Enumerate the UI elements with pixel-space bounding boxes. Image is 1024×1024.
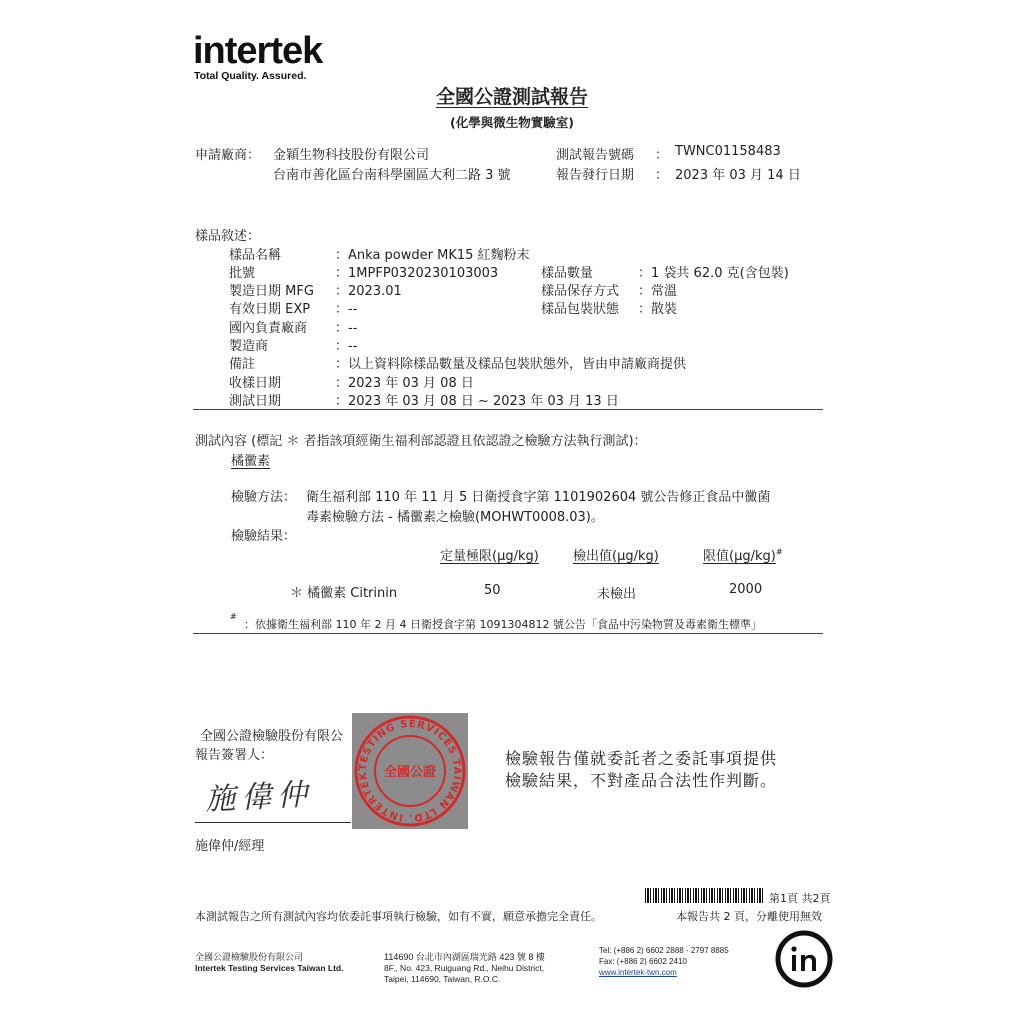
sample-field-value bbox=[335, 335, 357, 354]
result-label: 檢驗結果： bbox=[231, 529, 297, 544]
report-subtitle: (化學與微生物實驗室) bbox=[450, 115, 574, 130]
sample-field-colon: ： bbox=[335, 266, 349, 281]
result-row-name: ＊ 橘黴素 Citrinin bbox=[290, 586, 398, 601]
sample-field-value-text: 2023.01 bbox=[348, 284, 402, 299]
sample-right-value bbox=[638, 262, 789, 281]
sample-right-value-text: 1 袋共 62.0 克(含包裝) bbox=[651, 266, 789, 281]
sample-field-label: 收樣日期 bbox=[229, 376, 282, 391]
sample-field-label: 製造日期 MFG bbox=[229, 284, 314, 299]
sample-field-value-text: -- bbox=[348, 339, 358, 354]
sample-right-label: 樣品數量 bbox=[541, 266, 594, 281]
col-header-detected: 檢出值(μg/kg) bbox=[573, 549, 659, 564]
applicant-address: 台南市善化區台南科學園區大利二路 3 號 bbox=[273, 168, 511, 183]
footer-tel: Tel: (+886 2) 6602 2888 · 2797 8885 bbox=[599, 946, 729, 955]
sample-field-label: 測試日期 bbox=[229, 394, 282, 409]
applicant-name: 金穎生物科技股份有限公司 bbox=[273, 148, 430, 163]
disclaimer-line-1: 檢驗報告僅就委託者之委託事項提供 bbox=[505, 749, 778, 768]
sample-right-colon: ： bbox=[638, 302, 652, 317]
sample-field-label: 批號 bbox=[229, 266, 256, 281]
sample-field-value-text: 1MPFP0320230103003 bbox=[348, 266, 499, 281]
sample-field-label: 樣品名稱 bbox=[229, 248, 282, 263]
sample-field-value bbox=[335, 298, 357, 317]
result-row-limit: 2000 bbox=[729, 582, 763, 597]
sample-field-value-text: 以上資料除樣品數量及樣品包裝狀態外，皆由申請廠商提供 bbox=[348, 357, 687, 372]
issue-date-label: 報告發行日期 bbox=[556, 168, 635, 183]
sample-right-label: 樣品保存方式 bbox=[541, 284, 620, 299]
section-divider bbox=[193, 409, 823, 410]
logo-tagline: Total Quality. Assured. bbox=[194, 70, 307, 82]
footnote-divider bbox=[193, 633, 823, 634]
sample-field-value bbox=[335, 244, 530, 263]
sample-section-label: 樣品敘述： bbox=[195, 229, 261, 244]
sample-field-value-text: -- bbox=[348, 321, 358, 336]
company-stamp bbox=[352, 713, 468, 829]
footer-company-en: Intertek Testing Services Taiwan Ltd. bbox=[195, 963, 344, 973]
sample-field-value-text: 2023 年 03 月 08 日 ~ 2023 年 03 月 13 日 bbox=[348, 394, 619, 409]
intertek-circle-logo-icon bbox=[774, 929, 834, 989]
col-header-loq: 定量極限(μg/kg) bbox=[440, 549, 539, 564]
barcode bbox=[645, 888, 763, 903]
footer-company-zh: 全國公證檢驗股份有限公司 bbox=[195, 952, 304, 962]
footer-website-link[interactable]: www.intertek-twn.com bbox=[599, 968, 677, 977]
sample-field-value bbox=[335, 372, 474, 391]
sample-field-colon: ： bbox=[335, 339, 349, 354]
sample-field-value bbox=[335, 262, 498, 281]
issue-date-value: 2023 年 03 月 14 日 bbox=[675, 168, 801, 183]
result-row-loq: 50 bbox=[484, 583, 501, 598]
report-title-text: 全國公證測試報告 bbox=[435, 86, 588, 108]
sample-field-value-text: -- bbox=[348, 302, 358, 317]
sample-field-value bbox=[335, 353, 686, 372]
footer-fax: Fax: (+886 2) 6602 2410 bbox=[599, 957, 687, 966]
signer-label: 報告簽署人： bbox=[195, 748, 274, 763]
test-item: 橘黴素 bbox=[231, 454, 271, 469]
sample-field-label: 製造商 bbox=[229, 339, 269, 354]
stamp-center-text: 全國公證 bbox=[383, 765, 437, 780]
sample-right-colon: ： bbox=[638, 284, 652, 299]
report-title bbox=[0, 82, 1024, 109]
test-content-label: 測試內容 (標記 ＊ 者指該項經衛生福利部認證且依認證之檢驗方法執行測試)： bbox=[195, 434, 647, 449]
sample-field-colon: ： bbox=[335, 302, 349, 317]
footnote-text: ：依據衛生福利部 110 年 2 月 4 日衛授食字第 1091304812 號公告「食品中污染物質及毒素衛生標準」 bbox=[244, 618, 762, 631]
applicant-label: 申請廠商： bbox=[195, 148, 261, 163]
col-header-limit bbox=[703, 545, 783, 564]
footer-address-zh: 114690 台北市內湖區瑞光路 423 號 8 樓 bbox=[384, 952, 545, 962]
signature-line bbox=[195, 822, 351, 823]
sample-field-value-text: 2023 年 03 月 08 日 bbox=[348, 376, 474, 391]
method-line-2: 毒素檢驗方法 - 橘黴素之檢驗(MOHWT0008.03)。 bbox=[306, 510, 604, 525]
sample-field-value bbox=[335, 317, 357, 336]
disclaimer-line-2: 檢驗結果，不對產品合法性作判斷。 bbox=[505, 771, 778, 790]
sample-field-colon: ： bbox=[335, 321, 349, 336]
handwritten-signature: 施偉仲 bbox=[204, 777, 315, 818]
method-line-1: 衛生福利部 110 年 11 月 5 日衛授食字第 1101902604 號公告修正食品中黴菌 bbox=[306, 490, 771, 505]
sample-right-value-text: 散裝 bbox=[651, 302, 678, 317]
report-no-label: 測試報告號碼 bbox=[556, 148, 635, 163]
col-header-limit-mark: # bbox=[775, 547, 783, 557]
footer-address-en-2: Taipei, 114690, Taiwan, R.O.C. bbox=[384, 974, 501, 984]
sample-field-value bbox=[335, 280, 402, 299]
sample-right-label: 樣品包裝狀態 bbox=[541, 302, 620, 317]
sample-field-colon: ： bbox=[335, 394, 349, 409]
signing-company: 全國公證檢驗股份有限公 bbox=[200, 729, 344, 744]
result-row-detected: 未檢出 bbox=[597, 587, 637, 602]
sample-right-value bbox=[638, 298, 677, 317]
footnote-mark: # bbox=[230, 612, 237, 621]
report-no-value: TWNC01158483 bbox=[675, 144, 781, 159]
sample-field-colon: ： bbox=[335, 284, 349, 299]
footer-pages-notice: 本報告共 2 頁，分離使用無效 bbox=[676, 910, 822, 923]
sample-field-value bbox=[335, 390, 619, 409]
report-no-colon: ： bbox=[655, 148, 669, 163]
issue-date-colon: ： bbox=[655, 168, 669, 183]
sample-field-label: 國內負責廠商 bbox=[229, 321, 308, 336]
page-info: 第1頁 共2頁 bbox=[769, 892, 831, 905]
sample-right-value-text: 常溫 bbox=[651, 284, 678, 299]
stamp-outer-text: TESTING SERVICES TAIWAN LTD. INTERTEK bbox=[357, 718, 463, 824]
footer-address-en-1: 8F., No. 423, Ruiguang Rd., Neihu District, bbox=[384, 963, 545, 973]
footer-notice: 本測試報告之所有測試內容均依委託事項執行檢驗，如有不實，願意承擔完全責任。 bbox=[195, 910, 602, 923]
sample-field-label: 備註 bbox=[229, 357, 256, 372]
sample-field-label: 有效日期 EXP bbox=[229, 302, 311, 317]
col-header-limit-text: 限值(μg/kg) bbox=[703, 549, 776, 564]
sample-right-value bbox=[638, 280, 677, 299]
signer-title: 施偉仲/經理 bbox=[195, 839, 265, 854]
sample-field-colon: ： bbox=[335, 376, 349, 391]
sample-field-value-text: Anka powder MK15 紅麴粉末 bbox=[348, 248, 530, 263]
stamp-seal-icon bbox=[352, 713, 468, 829]
sample-field-colon: ： bbox=[335, 357, 349, 372]
sample-field-colon: ： bbox=[335, 248, 349, 263]
method-label: 檢驗方法： bbox=[231, 490, 297, 505]
sample-right-colon: ： bbox=[638, 266, 652, 281]
intertek-logo: intertek bbox=[193, 30, 323, 72]
